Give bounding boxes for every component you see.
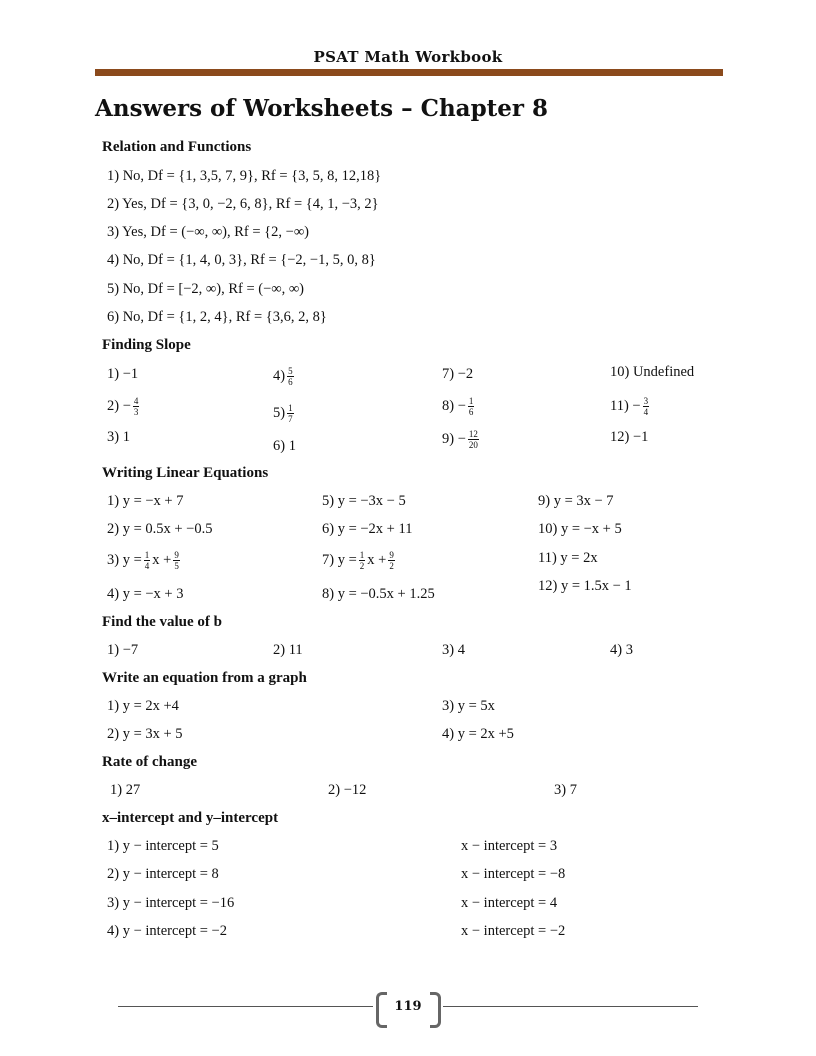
fraction (468, 396, 475, 417)
slope-answer-10: 10) Undefined (610, 364, 695, 380)
section-heading-intercepts: x–intercept and y–intercept (102, 810, 279, 826)
fraction (468, 429, 479, 450)
y-intercept-answer-1: 1) y − intercept = 5 (107, 838, 219, 854)
x-intercept-answer-4: x − intercept = −2 (461, 923, 566, 939)
linear-answer-8: 8) y = −0.5x + 1.25 (322, 586, 435, 602)
relation-answer-5: 5) No, Df = [−2, ∞), Rf = (−∞, ∞) (107, 281, 305, 297)
linear-answer-5: 5) y = −3x − 5 (322, 493, 406, 509)
numerator: 9 (389, 550, 394, 560)
fraction (388, 550, 395, 571)
numerator: 1 (144, 550, 150, 560)
slope-answer-8 (442, 396, 476, 417)
relation-answer-1: 1) No, Df = {1, 3,5, 7, 9}, Rf = {3, 5, 8, 12,18} (107, 168, 382, 184)
slope-answer-4 (273, 366, 296, 387)
numerator: 4 (133, 396, 139, 406)
slope-answer-4-label: 4) (273, 367, 286, 384)
section-heading-rate: Rate of change (102, 754, 197, 770)
denominator: 2 (359, 561, 365, 571)
slope-answer-3: 3) 1 (107, 429, 130, 445)
slope-answer-6: 6) 1 (273, 438, 296, 454)
numerator: 3 (643, 396, 649, 406)
y-intercept-answer-4: 4) y − intercept = −2 (107, 923, 227, 939)
findb-answer-2: 2) 11 (273, 642, 303, 658)
linear-answer-2: 2) y = 0.5x + −0.5 (107, 521, 213, 537)
section-heading-relations: Relation and Functions (102, 139, 252, 155)
graph-answer-4: 4) y = 2x +5 (442, 726, 514, 742)
numerator: 9 (174, 550, 179, 560)
slope-answer-9 (442, 429, 481, 450)
page-number: 119 (394, 999, 422, 1014)
linear-answer-1: 1) y = −x + 7 (107, 493, 184, 509)
slope-answer-2-label: 2) − (107, 397, 131, 414)
footer-rule-right (443, 1006, 698, 1007)
fraction (287, 403, 294, 424)
denominator: 3 (133, 407, 139, 417)
findb-answer-4: 4) 3 (610, 642, 633, 658)
x-intercept-answer-1: x − intercept = 3 (461, 838, 558, 854)
numerator: 5 (288, 366, 293, 376)
linear-answer-3 (107, 550, 182, 571)
denominator: 20 (468, 440, 478, 450)
numerator: 1 (468, 396, 474, 406)
findb-answer-1: 1) −7 (107, 642, 139, 658)
fraction (133, 396, 140, 417)
numerator: 12 (468, 429, 478, 439)
relation-answer-6: 6) No, Df = {1, 2, 4}, Rf = {3,6, 2, 8} (107, 309, 327, 325)
slope-answer-5-label: 5) (273, 404, 286, 421)
denominator: 2 (389, 561, 394, 571)
graph-answer-1: 1) y = 2x +4 (107, 698, 179, 714)
rate-answer-3: 3) 7 (554, 782, 577, 798)
section-heading-slope: Finding Slope (102, 337, 191, 353)
fraction (173, 550, 180, 571)
relation-answer-3: 3) Yes, Df = (−∞, ∞), Rf = {2, −∞) (107, 224, 309, 240)
fraction (144, 550, 151, 571)
header-rule (95, 69, 723, 76)
y-intercept-answer-3: 3) y − intercept = −16 (107, 895, 235, 911)
linear-answer-12: 12) y = 1.5x − 1 (538, 578, 632, 594)
slope-answer-11 (610, 396, 651, 417)
slope-answer-5 (273, 403, 296, 424)
relation-answer-4: 4) No, Df = {1, 4, 0, 3}, Rf = {−2, −1, 5, 0, 8} (107, 252, 376, 268)
denominator: 6 (468, 407, 474, 417)
slope-answer-2 (107, 396, 141, 417)
slope-answer-12: 12) −1 (610, 429, 649, 445)
page-title: Answers of Worksheets – Chapter 8 (95, 95, 549, 122)
linear-answer-7 (322, 550, 397, 571)
y-intercept-answer-2: 2) y − intercept = 8 (107, 866, 219, 882)
slope-answer-7: 7) −2 (442, 366, 474, 382)
linear-answer-7-mid: x + (367, 551, 387, 568)
slope-answer-9-label: 9) − (442, 430, 466, 447)
fraction (287, 366, 294, 387)
relation-answer-2: 2) Yes, Df = {3, 0, −2, 6, 8}, Rf = {4, 1, −3, 2} (107, 196, 379, 212)
findb-answer-3: 3) 4 (442, 642, 465, 658)
slope-answer-11-label: 11) − (610, 397, 641, 414)
linear-answer-11: 11) y = 2x (538, 550, 598, 566)
rate-answer-1: 1) 27 (110, 782, 141, 798)
section-heading-graph: Write an equation from a graph (102, 670, 307, 686)
linear-answer-10: 10) y = −x + 5 (538, 521, 622, 537)
graph-answer-2: 2) y = 3x + 5 (107, 726, 183, 742)
slope-answer-1: 1) −1 (107, 366, 139, 382)
fraction (359, 550, 366, 571)
rate-answer-2: 2) −12 (328, 782, 367, 798)
denominator: 7 (288, 414, 293, 424)
denominator: 5 (174, 561, 179, 571)
linear-answer-6: 6) y = −2x + 11 (322, 521, 413, 537)
denominator: 6 (288, 377, 293, 387)
x-intercept-answer-2: x − intercept = −8 (461, 866, 566, 882)
linear-answer-3-mid: x + (152, 551, 172, 568)
x-intercept-answer-3: x − intercept = 4 (461, 895, 558, 911)
linear-answer-9: 9) y = 3x − 7 (538, 493, 614, 509)
slope-answer-8-label: 8) − (442, 397, 466, 414)
denominator: 4 (144, 561, 150, 571)
linear-answer-4: 4) y = −x + 3 (107, 586, 184, 602)
section-heading-findb: Find the value of b (102, 614, 223, 630)
fraction (643, 396, 650, 417)
denominator: 4 (643, 407, 649, 417)
numerator: 1 (359, 550, 365, 560)
section-heading-linear: Writing Linear Equations (102, 465, 269, 481)
running-header: PSAT Math Workbook (313, 48, 503, 66)
footer-rule-left (118, 1006, 373, 1007)
numerator: 1 (288, 403, 293, 413)
linear-answer-3-label: 3) y = (107, 551, 142, 568)
graph-answer-3: 3) y = 5x (442, 698, 495, 714)
linear-answer-7-label: 7) y = (322, 551, 357, 568)
